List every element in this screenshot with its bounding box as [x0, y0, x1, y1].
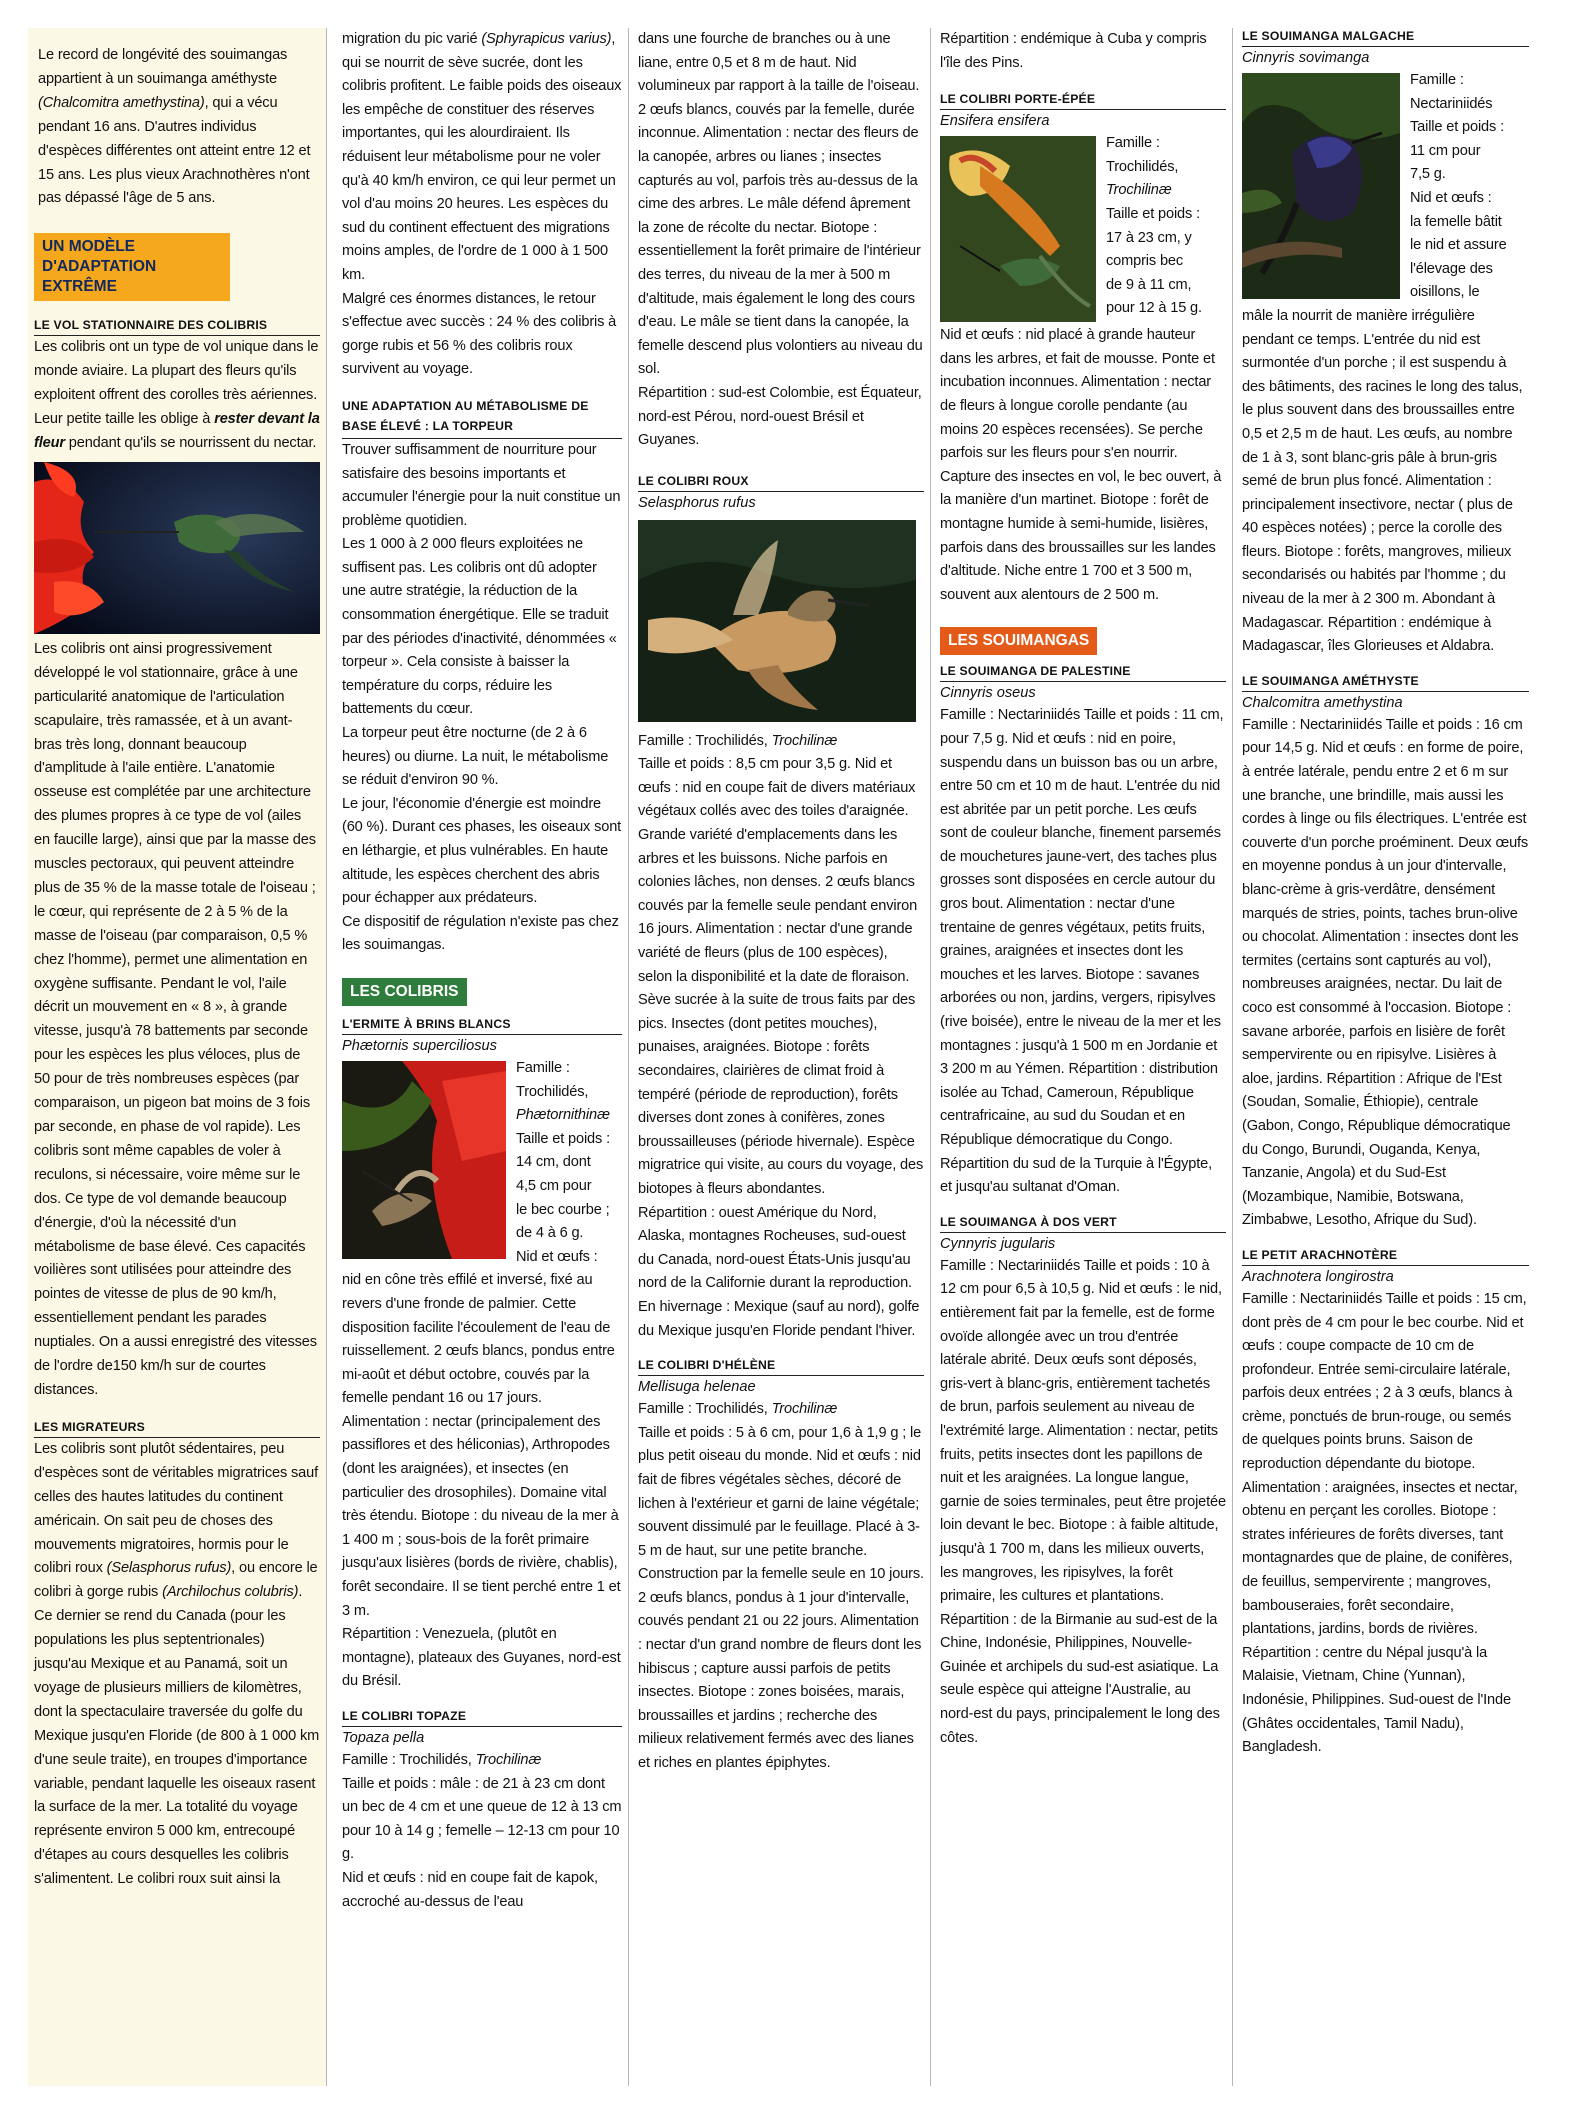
migration-continued: migration du pic varié (Sphyrapicus varius), qui se nourrit de sève sucrée, dont les colibris profitent. Le faible poids des oiseaux les empêche de constituer des réserves importantes, qui les alourdiraient. Ils réduisent leur métabolisme pour ne voler qu'à 40 km/h environ, ce qui leur permet un vol d'au moins 20 heures. Les espèces du sud du continent effectuent des migrations moins amples, de l'ordre de 1 000 à 1 500 km. [342, 31, 622, 283]
banner-souimangas: LES SOUIMANGAS [940, 627, 1097, 655]
ermite-repartition: Répartition : Venezuela, (plutôt en montagne), plateaux des Guyanes, nord-est du Brésil. [342, 1626, 621, 1690]
migration-survival: Malgré ces énormes distances, le retour s'effectue avec succès : 24 % des colibris à gorge rubis et 56 % des colibris roux survivent au voyage. [342, 290, 617, 378]
torpeur-5: Ce dispositif de régulation n'existe pas chez les souimangas. [342, 913, 619, 954]
column-3 [632, 28, 931, 2086]
species-ermite: Phætornis superciliosus [342, 1037, 497, 1054]
hermit-photo [342, 1061, 506, 1259]
porte-epee-side-list: Famille : Trochilidés, Trochilinæ Taille et poids : 17 à 23 cm, y compris bec de 9 à 11 cm, pour 12 à 15 g. [1106, 135, 1202, 317]
ermite-side-list: Famille : Trochilidés, Phætornithinæ Taille et poids : 14 cm, dont 4,5 cm pour le bec courbe ; de 4 à 6 g. Nid et œufs : [516, 1059, 610, 1265]
heading-palestine: LE SOUIMANGA DE PALESTINE [940, 663, 1226, 682]
column-1 [28, 28, 327, 2086]
topaze-famille: Famille : Trochilidés, Trochilinæ [342, 1752, 542, 1768]
helene-text: Taille et poids : 5 à 6 cm, pour 1,6 à 1,9 g ; le plus petit oiseau du monde. Nid et œufs : nid fait de fibres végétales sèches, décoré de lichen à l'extérieur et garni de laine végétale; souvent dissimulé par le feuillage. Placé à 3-5 m de haut, sur une petite branche. Construction par la femelle seule en 10 jours. 2 œufs blancs, pondus à 1 jour d'intervalle, couvés pendant 21 ou 22 jours. Alimentation : nectar d'un grand nombre de fleurs dont les hibiscus ; capture aussi parfois de petits insectes. Biotope : zones boisées, marais, broussailles et jardins ; recherche des milieux relativement fermés avec des lianes et riches en plantes épiphytes. [638, 1424, 924, 1772]
topaze-text: Taille et poids : mâle : de 21 à 23 cm dont un bec de 4 cm et une queue de 12 à 13 cm pour 10 à 14 g ; femelle – 12-13 cm pour 10 g. [342, 1775, 622, 1863]
banner-colibris: LES COLIBRIS [342, 978, 467, 1006]
topaze-nid: Nid et œufs : nid en coupe fait de kapok, accroché au-dessus de l'eau [342, 1869, 598, 1910]
heading-dos-vert: LE SOUIMANGA À DOS VERT [940, 1214, 1226, 1233]
heading-roux: LE COLIBRI ROUX [638, 473, 924, 492]
hummingbird-photo [34, 462, 320, 634]
heading-torpeur: UNE ADAPTATION AU MÉTABOLISME DE BASE ÉLEVÉ : LA TORPEUR [342, 396, 622, 439]
sunbird-photo [1242, 73, 1400, 299]
species-amethyste: Chalcomitra amethystina [1242, 694, 1403, 711]
palestine-text: Famille : Nectariniidés Taille et poids : 11 cm, pour 7,5 g. Nid et œufs : nid en poire, suspendu dans un buisson bas ou un arbre, entre 50 cm et 10 m de haut. L'entrée du nid est abritée par un petit porche. Les œufs sont de couleur blanche, finement parsemés de mouchetures jaune-vert, des taches plus grosses sont disposées en cercle autour du gros bout. Alimentation : nectar d'une trentaine de genres végétaux, petits fruits, graines, araignées et insectes dont les mouches et les larves. Biotope : savanes arborées ou non, jardins, vergers, ripisylves (rive boisée), entre le niveau de la mer et les montagnes : jusqu'à 1 500 m en Jordanie et 3 200 m au Yémen. Répartition : distribution isolée au Tchad, Cameroun, République centrafricaine, au sud du Soudan et en République démocratique du Congo. Répartition du sud de la Turquie à l'Égypte, et jusqu'au sultanat d'Oman. [940, 707, 1224, 1196]
heading-porte-epee: LE COLIBRI PORTE-ÉPÉE [940, 91, 1226, 110]
species-malgache: Cinnyris sovimanga [1242, 50, 1370, 66]
heading-arachnotere: LE PETIT ARACHNOTÈRE [1242, 1247, 1529, 1266]
heading-ermite: L'ERMITE À BRINS BLANCS [342, 1016, 622, 1035]
amethyste-text: Famille : Nectariniidés Taille et poids : 16 cm pour 14,5 g. Nid et œufs : en forme de poire, à entrée latérale, pendu entre 2 et 6 m sur une branche, une brindille, mais aussi les cordes à linge ou fils électriques. L'entrée est couverte d'un porche proéminent. Deux œufs en moyenne pondus à un jour d'intervalle, blanc-crème à gris-verdâtre, densément marqués de stries, points, taches brun-olive ou chocolat. Alimentation : insectes dont les termites (certains sont capturés au vol), nombreuses araignées, nectar. Du lait de coco est consommé à l'occasion. Biotope : savane arborée, parfois en lisière de forêt sempervirente ou en ripisylve. Lisières à aloe, jardins. Répartition : Afrique de l'Est (Soudan, Somalie, Éthiopie), centrale (Gabon, Congo, République démocratique du Congo, Burundi, Ouganda, Kenya, Tanzanie, Angola) et du Sud-Est (Mozambique, Namibie, Botswana, Zimbabwe, Lesotho, Afrique du Sud). [1242, 716, 1529, 1229]
heading-migrateurs: LES MIGRATEURS [34, 1419, 320, 1438]
malgache-side-list: Famille : Nectariniidés Taille et poids : 11 cm pour 7,5 g. Nid et œufs : la femelle bâtit le nid et assure l'élevage des oisillons, le [1410, 72, 1507, 301]
helene-famille: Famille : Trochilidés, Trochilinæ [638, 1401, 838, 1418]
dos-vert-text: Famille : Nectariniidés Taille et poids : 10 à 12 cm pour 6,5 à 10,5 g. Nid et œufs : le nid, entièrement fait par la femelle, est de forme ovoïde allongée avec un trou d'entrée latérale abrité. Deux œufs sont déposés, gris-vert à blanc-gris, entièrement tachetés de brun, parfois seulement au niveau de l'extrémité large. Alimentation : nectar, petits fruits, petits insectes dont les papillons de nuit et les araignées. La longue langue, garnie de soies terminales, peut être projetée loin devant le bec. Biotope : à faible altitude, jusqu'à 1 700 m, dans les milieux ouverts, les mangroves, les ripisylves, la forêt primaire, les cultures et plantations. Répartition : de la Birmanie au sud-est de la Chine, Indonésie, Philippines, Nouvelle-Guinée et archipels du sud-est asiatique. La seule espèce qui atteigne l'Australie, au nord-est du pays, principalement le long des côtes. [940, 1257, 1226, 1746]
roux-famille: Famille : Trochilidés, Trochilinæ [638, 732, 838, 749]
swordbill-photo [940, 136, 1096, 322]
vol-paragraph-2: Les colibris ont ainsi progressivement développé le vol stationnaire, grâce à une particularité anatomique de l'articulation scapulaire, très ramassée, et à un avant-bras très long, donnant beaucoup d'amplitude à l'aile entière. L'anatomie osseuse est complétée par une architecture des plumes propres à ce type de vol (ailes en faucille large), ainsi que par la masse des muscles pectoraux, qui peuvent atteindre plus de 35 % de la masse totale de l'oiseau ; le cœur, qui représente de 2 à 5 % de la masse de l'oiseau (par comparaison, 0,5 % chez l'homme), permet une alimentation en oxygène suffisante. Pendant le vol, l'aile décrit un mouvement en « 8 », à grande vitesse, jusqu'à 78 battements par seconde pour les espèces les plus véloces, plus de 50 pour de très nombreuses espèces (par comparaison, un pigeon bat moins de 3 fois par seconde, en phase de vol rapide). Les colibris sont même capables de voler à reculons, si nécessaire, voire même sur le dos. Ce type de vol demande beaucoup d'énergie, d'où la nécessité d'un métabolisme de base élevé. Ces capacités voilières sont utilisées pour atteindre des pointes de vitesse de plus de 90 km/h, essentiellement pendant les parades nuptiales. On a aussi enregistré des vitesses de l'ordre de150 km/h sur de courtes distances. [34, 640, 317, 1398]
migrateurs-paragraph: Les colibris sont plutôt sédentaires, peu d'espèces sont de véritables migratrices sauf celles des hautes latitudes du continent américain. On sait peu de choses des mouvements migratoires, hormis pour le colibri roux (Selasphorus rufus), ou encore le colibri à gorge rubis (Archilochus colubris). Ce dernier se rend du Canada (pour les populations les plus septentrionales) jusqu'au Mexique et au Panamá, soit un voyage de plusieurs milliers de kilomètres, dont la spectaculaire traversée du golfe du Mexique jusqu'en Floride (de 800 à 1 000 km d'une seule traite), en troupes d'importance variable, pendant laquelle les oiseaux rasent la surface de la mer. La totalité du voyage représente environ 5 000 km, entrecoupé d'étapes au cours desquelles les colibris s'alimentent. Le colibri roux suit ainsi la [34, 1440, 320, 1888]
torpeur-2: Les 1 000 à 2 000 fleurs exploitées ne suffisent pas. Les colibris ont dû adopter une autre stratégie, la réduction de la consommation énergétique. Elle se traduit par des périodes d'inactivité, dénommées « torpeur ». Cela consiste à baisser la température du corps, réduire les battements du cœur. [342, 536, 617, 718]
heading-malgache: LE SOUIMANGA MALGACHE [1242, 28, 1529, 47]
topaze-repartition: Répartition : sud-est Colombie, est Équateur, nord-est Pérou, nord-ouest Brésil et Guyanes. [638, 384, 922, 449]
species-palestine: Cinnyris oseus [940, 685, 1036, 702]
rufous-photo [638, 520, 916, 722]
species-porte-epee: Ensifera ensifera [940, 113, 1050, 130]
vol-paragraph-1: Les colibris ont un type de vol unique dans le monde aviaire. La plupart des fleurs qu'ils exploitent offrent des corolles très aériennes. Leur petite taille les oblige à rester devant la fleur pendant qu'ils se nourrissent du nectar. [34, 339, 320, 451]
species-dos-vert: Cynnyris jugularis [940, 1235, 1056, 1252]
torpeur-4: Le jour, l'économie d'énergie est moindre (60 %). Durant ces phases, les oiseaux sont en léthargie, et plus vulnérables. En haute altitude, les espèces cherchent des abris pour échapper aux prédateurs. [342, 795, 622, 907]
species-roux: Selasphorus rufus [638, 494, 756, 511]
ermite-text: nid en cône très effilé et inversé, fixé au revers d'une fronde de palmier. Cette disposition facilite l'écoulement de l'eau de ruissellement. 2 œufs blancs, pondus entre mi-août et début octobre, couvés par la femelle pendant 16 ou 17 jours. Alimentation : nectar (principalement des passiflores et des héliconias), Arthropodes (dont les araignées), et insectes (en particulier des drosophiles). Domaine vital très étendu. Biotope : du niveau de la mer à 1 400 m ; sous-bois de la forêt primaire jusqu'aux lisières (bords de rivière, chablis), forêt secondaire. Il se tient perché entre 1 et 3 m. [342, 1272, 621, 1619]
species-helene: Mellisuga helenae [638, 1379, 756, 1396]
heading-topaze: LE COLIBRI TOPAZE [342, 1708, 622, 1727]
heading-helene: LE COLIBRI D'HÉLÈNE [638, 1357, 924, 1376]
torpeur-1: Trouver suffisamment de nourriture pour satisfaire des besoins importants et accumuler l'énergie pour la nuit constitue un problème quotidien. [342, 441, 621, 529]
column-5 [1236, 28, 1535, 2086]
helene-repartition: Répartition : endémique à Cuba y compris l'île des Pins. [940, 31, 1207, 71]
intro-paragraph: Le record de longévité des souimangas appartient à un souimanga améthyste (Chalcomitra amethystina), qui a vécu pendant 16 ans. D'autres individus d'espèces différentes ont atteint entre 12 et 15 ans. Les plus vieux Arachnothères n'ont pas dépassé l'âge de 5 ans. [38, 47, 311, 207]
torpeur-3: La torpeur peut être nocturne (de 2 à 6 heures) ou diurne. La nuit, le métabolisme se réduit d'environ 90 %. [342, 725, 609, 789]
page [28, 28, 1566, 2086]
heading-vol-stationnaire: LE VOL STATIONNAIRE DES COLIBRIS [34, 317, 320, 336]
malgache-text: mâle la nourrit de manière irrégulière pendant ce temps. L'entrée du nid est surmontée d'un porche ; il est suspendu à des bâtiments, des racines le long des talus, le plus souvent dans des broussailles entre 0,5 et 2,5 m de haut. Les œufs, au nombre de 1 à 3, sont blanc-gris pâle à brun-gris semé de brun plus foncé. Alimentation : principalement insectivore, nectar ( plus de 40 espèces notées) ; perce la corolle des fleurs. Biotope : forêts, mangroves, milieux secondarisés ou habités par l'homme ; du niveau de la mer à 2 300 m. Abondant à Madagascar. Répartition : endémique à Madagascar, îles Glorieuses et Aldabra. [1242, 307, 1523, 655]
arachnotere-text: Famille : Nectariniidés Taille et poids : 15 cm, dont près de 4 cm pour le bec courbe. Nid et œufs : coupe compacte de 10 cm de profondeur. Entrée semi-circulaire latérale, parfois deux entrées ; 2 à 3 œufs, blancs à crème, ponctués de brun-rouge, ou semés de quelques points bruns. Saison de reproduction dépendante du biotope. Alimentation : araignées, insectes et nectar, obtenu en perçant les corolles. Biotope : strates inférieures de forêts diverses, tant montagnardes que de plaine, de conifères, de feuillus, sempervirente ; mangroves, bambouseraies, forêt secondaire, plantations, jardins, bords de rivières. Répartition : centre du Népal jusqu'à la Malaisie, Vietnam, Chine (Yunnan), Indonésie, Philippines. Sud-ouest de l'Inde (Ghâtes occidentales, Tamil Nadu), Bangladesh. [1242, 1290, 1527, 1756]
topaze-continued: dans une fourche de branches ou à une liane, entre 0,5 et 8 m de haut. Nid volumineux par rapport à la taille de l'oiseau. 2 œufs blancs, couvés par la femelle, durée inconnue. Alimentation : nectar des fleurs de la canopée, arbres ou lianes ; insectes capturés au vol, parfois très au-dessus de la cime des arbres. Le mâle défend âprement la zone de récolte du nectar. Biotope : essentiellement la forêt primaire de l'intérieur des terres, du niveau de la mer à 500 m d'altitude, mais également le long des cours d'eau. Le mâle se tient dans la canopée, la femelle descend plus volontiers au niveau du sol. [638, 31, 923, 378]
column-4 [934, 28, 1233, 2086]
species-arachnotere: Arachnotera longirostra [1242, 1268, 1394, 1285]
roux-repartition: Répartition : ouest Amérique du Nord, Alaska, montagnes Rocheuses, sud-ouest du Canada, nord-ouest États-Unis jusqu'au nord de la Californie durant la reproduction. En hivernage : Mexique (sauf au nord), golfe du Mexique jusqu'en Floride pendant l'hiver. [638, 1204, 920, 1339]
porte-epee-text: Nid et œufs : nid placé à grande hauteur dans les arbres, et fait de mousse. Ponte et incubation inconnues. Alimentation : nectar de fleurs à longue corolle pendante (au moins 20 espèces recensées). Se perche parfois sur les fleurs pour s'en nourrir. Capture des insectes en vol, le bec ouvert, à la manière d'un martinet. Biotope : forêt de montagne humide à semi-humide, lisières, parfois dans des broussailles sur les landes d'altitude. Niche entre 1 700 et 3 500 m, souvent aux alentours de 2 500 m. [940, 327, 1222, 603]
banner-adaptation: UN MODÈLE D'ADAPTATION EXTRÊME [34, 233, 230, 301]
heading-amethyste: LE SOUIMANGA AMÉTHYSTE [1242, 673, 1529, 692]
roux-text: Taille et poids : 8,5 cm pour 3,5 g. Nid et œufs : nid en coupe fait de divers matériaux végétaux collés avec des toiles d'araignée. Grande variété d'emplacements dans les arbres et les buissons. Niche parfois en colonies lâches, non denses. 2 œufs blancs couvés par la femelle seule pendant environ 16 jours. Alimentation : nectar d'une grande variété de fleurs (plus de 100 espèces), selon la disponibilité et la date de floraison. Sève sucrée à la suite de trous faits par des pics. Insectes (dont petites mouches), punaises, araignées. Biotope : forêts secondaires, clairières de climat froid à tempéré (période de reproduction), forêts diverses dont zones à conifères, zones broussailleuses (période hivernale). Espèce migratrice qui visite, au cours du voyage, des biotopes à fleurs abondantes. [638, 756, 924, 1197]
column-2 [330, 28, 629, 2086]
species-topaze: Topaza pella [342, 1730, 425, 1746]
